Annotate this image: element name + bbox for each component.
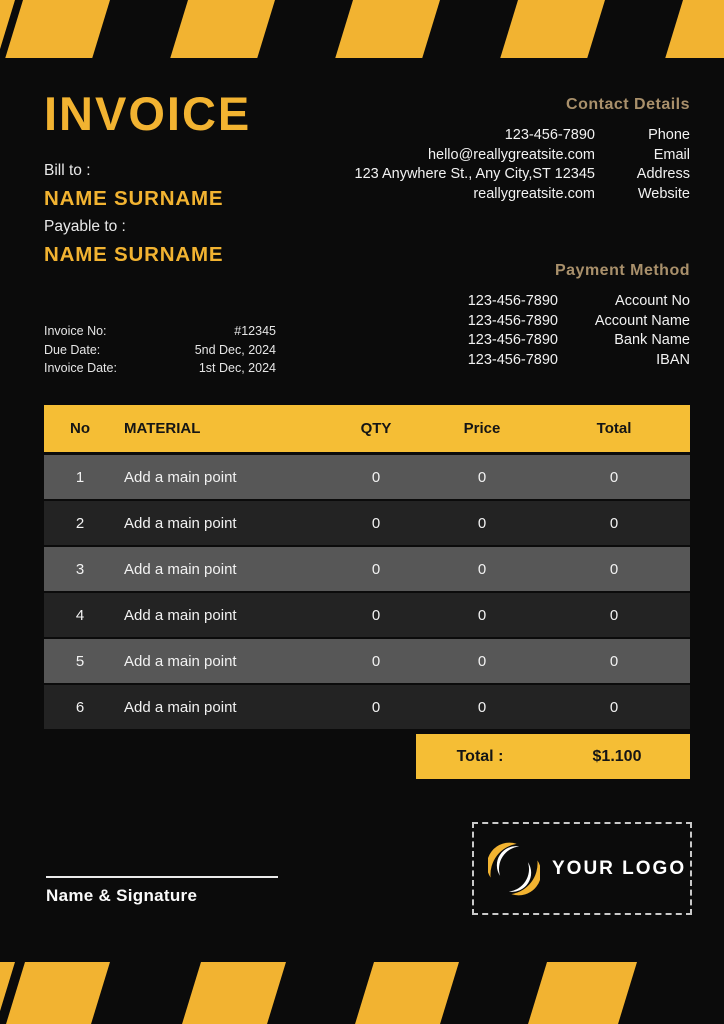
- phone-value: 123-456-7890: [504, 127, 595, 143]
- contact-row-address: [355, 165, 690, 185]
- payment-row-bank-name: [468, 331, 690, 351]
- row-material: Add a main point: [124, 468, 237, 486]
- invoice-date-label: Invoice Date:: [44, 361, 117, 375]
- row-price: 0: [477, 652, 487, 670]
- row-qty: 0: [371, 652, 381, 670]
- invoice-date-row: [44, 359, 276, 378]
- header-material: MATERIAL: [124, 420, 201, 437]
- row-no: 2: [75, 514, 85, 532]
- email-value: hello@reallygreatsite.com: [427, 146, 595, 163]
- bill-to-label: Bill to :: [44, 162, 91, 179]
- logo-text: YOUR LOGO: [552, 857, 687, 879]
- grand-total-bar: [416, 734, 690, 779]
- header-total: Total: [596, 420, 632, 437]
- hazard-stripe: [335, 0, 440, 58]
- row-qty: 0: [371, 606, 381, 624]
- contact-row-phone: [355, 126, 690, 146]
- invoice-no-value: #12345: [234, 324, 276, 338]
- contact-row-email: [355, 146, 690, 166]
- row-price: 0: [477, 560, 487, 578]
- swirl-logo-icon: [488, 840, 540, 898]
- bank-name-value: 123-456-7890: [467, 332, 558, 348]
- invoice-no-row: [44, 322, 276, 341]
- account-no-label: Account No: [615, 293, 690, 309]
- hazard-stripe: [182, 962, 286, 1024]
- row-material: Add a main point: [124, 514, 237, 532]
- row-no: 5: [75, 652, 85, 670]
- due-date-row: [44, 341, 276, 360]
- row-qty: 0: [371, 468, 381, 486]
- row-material: Add a main point: [124, 606, 237, 624]
- invoice-no-label: Invoice No:: [44, 324, 107, 338]
- hazard-stripe: [528, 962, 637, 1024]
- header-no: No: [70, 420, 90, 437]
- table-row: [44, 455, 690, 499]
- payment-row-account-no: [468, 292, 690, 312]
- iban-label: IBAN: [656, 351, 690, 368]
- phone-label: Phone: [648, 127, 690, 143]
- row-total: 0: [609, 698, 619, 716]
- bank-name-label: Bank Name: [614, 332, 690, 348]
- signature-line: [46, 876, 278, 878]
- signature-label: Name & Signature: [46, 886, 198, 905]
- table-row: [44, 639, 690, 683]
- account-name-label: Account Name: [594, 312, 690, 329]
- row-price: 0: [477, 514, 487, 532]
- account-no-value: 123-456-7890: [467, 293, 558, 309]
- top-hazard-stripes: [0, 0, 724, 58]
- hazard-stripe: [500, 0, 605, 58]
- row-material: Add a main point: [124, 560, 237, 578]
- payment-method-heading: Payment Method: [554, 262, 690, 279]
- row-price: 0: [477, 606, 487, 624]
- hazard-stripe: [355, 962, 459, 1024]
- header-price: Price: [463, 420, 501, 437]
- billing-section: [44, 158, 223, 270]
- contact-details-section: [355, 96, 690, 204]
- row-qty: 0: [371, 560, 381, 578]
- bottom-hazard-stripes: [0, 962, 724, 1024]
- header-qty: QTY: [360, 420, 392, 437]
- row-no: 4: [75, 606, 85, 624]
- iban-value: 123-456-7890: [467, 351, 558, 368]
- account-name-value: 123-456-7890: [467, 312, 558, 329]
- bill-to-name: NAME SURNAME: [44, 187, 224, 210]
- due-date-label: Due Date:: [44, 342, 101, 357]
- hazard-stripe: [170, 0, 275, 58]
- table-header-row: [44, 405, 690, 452]
- items-table: [44, 405, 690, 731]
- payable-to-name: NAME SURNAME: [44, 243, 224, 266]
- address-value: 123 Anywhere St., Any City,ST 12345: [354, 166, 595, 182]
- website-value: reallygreatsite.com: [473, 185, 595, 202]
- table-row: [44, 547, 690, 591]
- row-no: 1: [75, 468, 85, 486]
- hazard-stripe: [6, 962, 110, 1024]
- contact-row-website: [355, 185, 690, 205]
- table-row: [44, 593, 690, 637]
- payment-method-section: [468, 262, 690, 370]
- contact-details-heading: Contact Details: [566, 96, 690, 113]
- payable-to-label: Payable to :: [44, 218, 126, 235]
- row-total: 0: [609, 606, 619, 624]
- total-value: $1.100: [592, 747, 642, 765]
- due-date-value: 5nd Dec, 2024: [194, 342, 276, 357]
- row-qty: 0: [371, 698, 381, 716]
- total-label: Total :: [456, 747, 504, 765]
- row-material: Add a main point: [124, 652, 237, 670]
- website-label: Website: [637, 185, 690, 202]
- invoice-title: INVOICE: [44, 87, 252, 140]
- row-no: 3: [75, 560, 85, 578]
- row-total: 0: [609, 514, 619, 532]
- email-label: Email: [653, 146, 690, 163]
- row-total: 0: [609, 560, 619, 578]
- address-label: Address: [636, 166, 690, 182]
- invoice-meta-section: [44, 322, 276, 378]
- payment-row-account-name: [468, 312, 690, 332]
- row-total: 0: [609, 652, 619, 670]
- row-price: 0: [477, 468, 487, 486]
- hazard-stripe: [665, 0, 724, 58]
- logo-box: [472, 822, 692, 915]
- payment-row-iban: [468, 351, 690, 371]
- invoice-date-value: 1st Dec, 2024: [198, 361, 276, 375]
- row-no: 6: [75, 698, 85, 716]
- row-price: 0: [477, 698, 487, 716]
- row-total: 0: [609, 468, 619, 486]
- row-material: Add a main point: [124, 698, 237, 716]
- row-qty: 0: [371, 514, 381, 532]
- hazard-stripe: [5, 0, 110, 58]
- table-row: [44, 685, 690, 729]
- table-row: [44, 501, 690, 545]
